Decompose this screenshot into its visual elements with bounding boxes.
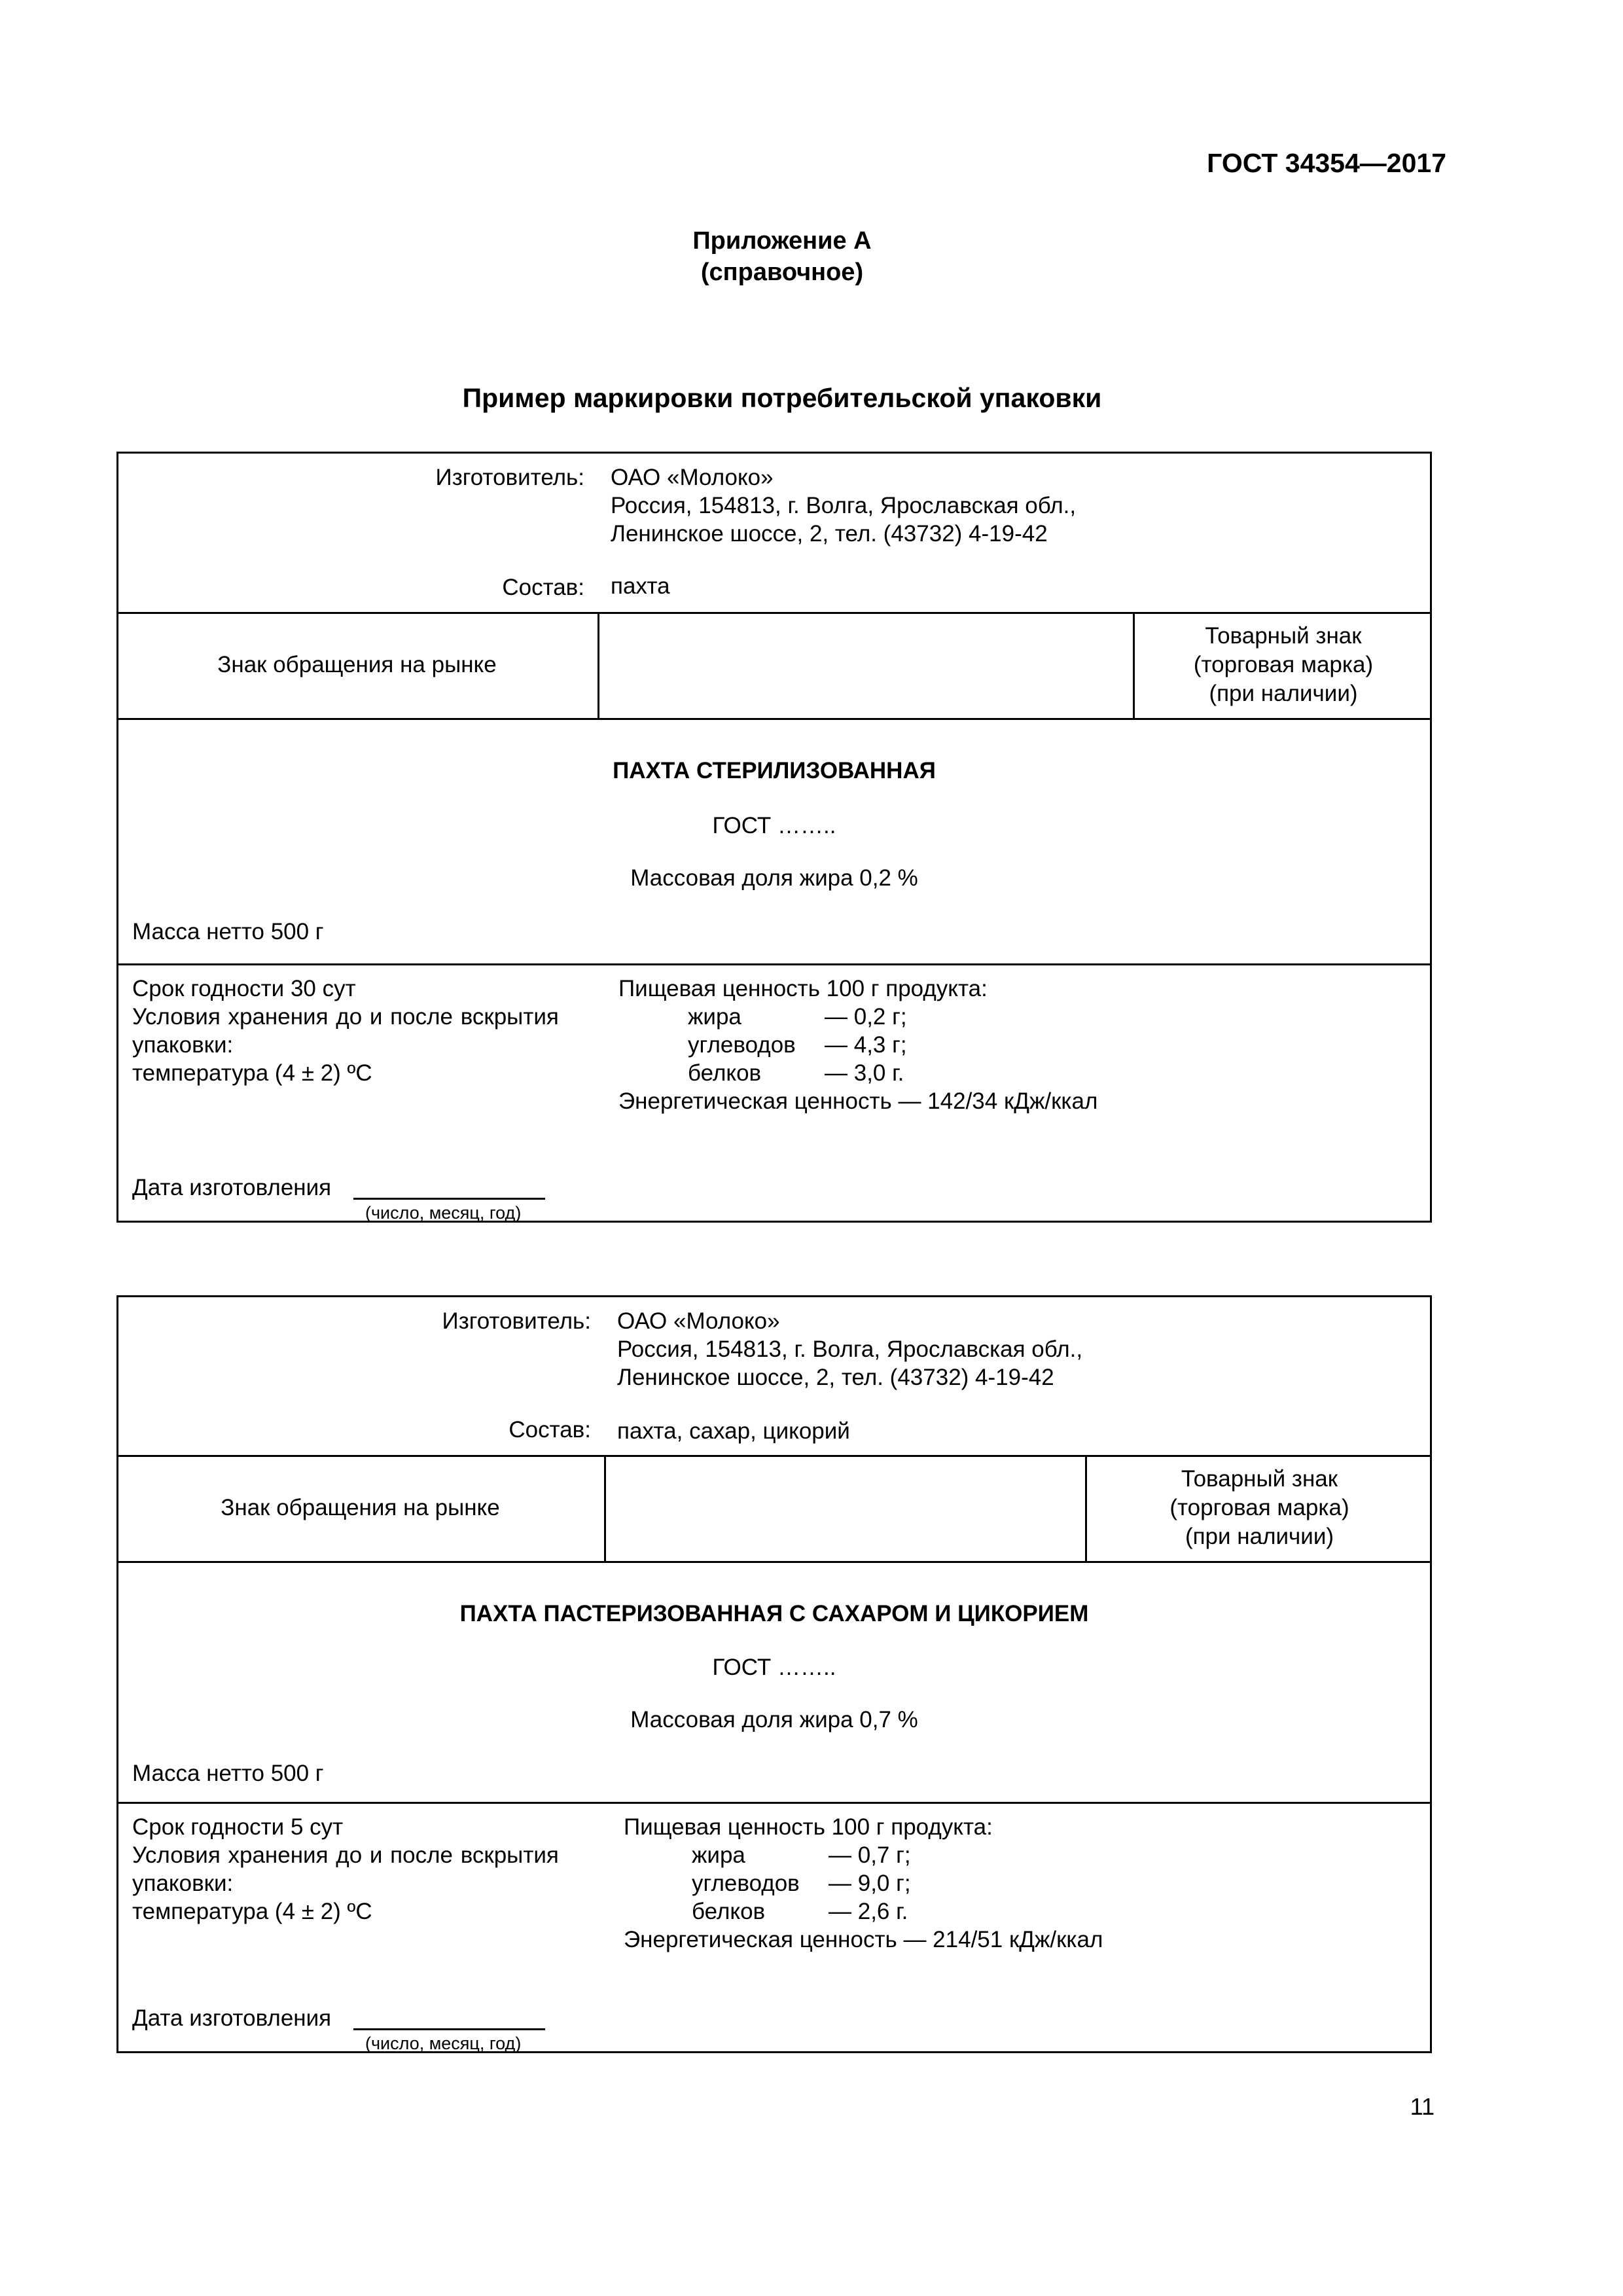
- packaging-label-pasteurized: [116, 1295, 1432, 2053]
- nutrition-item: белков: [688, 1060, 762, 1086]
- nutrition-value: — 9,0 г;: [829, 1871, 911, 1896]
- trademark-block: [1135, 622, 1432, 708]
- nutrition-title: Пищевая ценность 100 г продукта:: [618, 976, 988, 1001]
- trademark-line2: (торговая марка): [1169, 1495, 1349, 1520]
- shelf-life: Срок годности 30 сут: [132, 976, 356, 1001]
- energy-value: Энергетическая ценность — 214/51 кДж/ккал: [624, 1927, 1103, 1952]
- composition-label: Состав:: [502, 575, 584, 600]
- nutrition-item: углеводов: [688, 1032, 796, 1058]
- trademark-block: [1087, 1465, 1432, 1551]
- nutrition-value: — 0,7 г;: [829, 1842, 911, 1868]
- product-name: ПАХТА СТЕРИЛИЗОВАННАЯ: [613, 758, 936, 783]
- production-date-label: Дата изготовления: [132, 2005, 332, 2031]
- nutrition-item: жира: [692, 1842, 745, 1868]
- market-sign-label: Знак обращения на рынке: [217, 652, 497, 677]
- storage-temperature: температура (4 ± 2) ºС: [132, 1060, 372, 1086]
- appendix-title: Приложение А: [692, 227, 872, 255]
- section-title: Пример маркировки потребительской упаковки: [462, 383, 1102, 413]
- page-number: 11: [1410, 2093, 1435, 2120]
- trademark-line1: Товарный знак: [1181, 1466, 1338, 1492]
- nutrition-value: — 4,3 г;: [825, 1032, 907, 1058]
- nutrition-title: Пищевая ценность 100 г продукта:: [624, 1814, 993, 1840]
- signs-section: [116, 612, 1432, 718]
- product-name: ПАХТА ПАСТЕРИЗОВАННАЯ С САХАРОМ И ЦИКОРИЕМ: [459, 1601, 1089, 1626]
- manufacturer-address-line1: Россия, 154813, г. Волга, Ярославская обл.,: [611, 493, 1077, 518]
- storage-nutrition-section: [116, 963, 1432, 1223]
- appendix-heading: [0, 225, 1564, 288]
- manufacturer-label: Изготовитель:: [442, 1308, 591, 1334]
- manufacturer-name: ОАО «Молоко»: [611, 465, 774, 490]
- production-date-hint: (число, месяц, год): [365, 1203, 522, 1223]
- standard-id: ГОСТ 34354—2017: [1207, 148, 1446, 178]
- storage-temperature: температура (4 ± 2) ºС: [132, 1899, 372, 1924]
- production-date-hint: (число, месяц, год): [365, 2034, 522, 2053]
- manufacturer-address-line2: Ленинское шоссе, 2, тел. (43732) 4-19-42: [617, 1365, 1054, 1390]
- net-mass: Масса нетто 500 г: [132, 1761, 324, 1786]
- storage-conditions-line1: Условия хранения до и после вскрытия: [132, 1004, 559, 1030]
- nutrition-value: — 0,2 г;: [825, 1004, 907, 1030]
- production-date-label: Дата изготовления: [132, 1175, 332, 1200]
- net-mass: Масса нетто 500 г: [132, 919, 324, 944]
- fat-fraction: Массовая доля жира 0,7 %: [630, 1707, 918, 1732]
- manufacturer-address-line2: Ленинское шоссе, 2, тел. (43732) 4-19-42: [611, 521, 1048, 547]
- composition-label: Состав:: [508, 1417, 591, 1443]
- trademark-line3: (при наличии): [1209, 681, 1358, 706]
- manufacturer-address-line1: Россия, 154813, г. Волга, Ярославская обл.,: [617, 1336, 1083, 1362]
- composition-value: пахта, сахар, цикорий: [617, 1418, 850, 1444]
- product-section: [116, 718, 1432, 963]
- shelf-life: Срок годности 5 сут: [132, 1814, 344, 1840]
- appendix-note: (справочное): [700, 259, 864, 286]
- trademark-line2: (торговая марка): [1193, 652, 1374, 677]
- market-sign-label: Знак обращения на рынке: [221, 1495, 500, 1520]
- nutrition-item: углеводов: [692, 1871, 800, 1896]
- manufacturer-section: [116, 1295, 1432, 1455]
- standard-reference: ГОСТ ……..: [712, 1655, 836, 1680]
- nutrition-value: — 2,6 г.: [829, 1899, 908, 1924]
- storage-conditions-line1: Условия хранения до и после вскрытия: [132, 1842, 559, 1868]
- fat-fraction: Массовая доля жира 0,2 %: [630, 865, 918, 891]
- nutrition-value: — 3,0 г.: [825, 1060, 904, 1086]
- manufacturer-section: [116, 452, 1432, 612]
- storage-nutrition-section: [116, 1802, 1432, 2053]
- nutrition-item: белков: [692, 1899, 766, 1924]
- manufacturer-label: Изготовитель:: [435, 465, 584, 490]
- storage-conditions-line2: упаковки:: [132, 1032, 234, 1058]
- composition-value: пахта: [611, 573, 670, 599]
- product-section: [116, 1561, 1432, 1802]
- energy-value: Энергетическая ценность — 142/34 кДж/ккал: [618, 1088, 1098, 1114]
- standard-reference: ГОСТ ……..: [712, 813, 836, 838]
- manufacturer-name: ОАО «Молоко»: [617, 1308, 780, 1334]
- signs-section: [116, 1455, 1432, 1561]
- trademark-line3: (при наличии): [1185, 1524, 1334, 1549]
- storage-conditions-line2: упаковки:: [132, 1871, 234, 1896]
- nutrition-item: жира: [688, 1004, 741, 1030]
- trademark-line1: Товарный знак: [1205, 623, 1362, 649]
- packaging-label-sterilized: [116, 452, 1432, 1223]
